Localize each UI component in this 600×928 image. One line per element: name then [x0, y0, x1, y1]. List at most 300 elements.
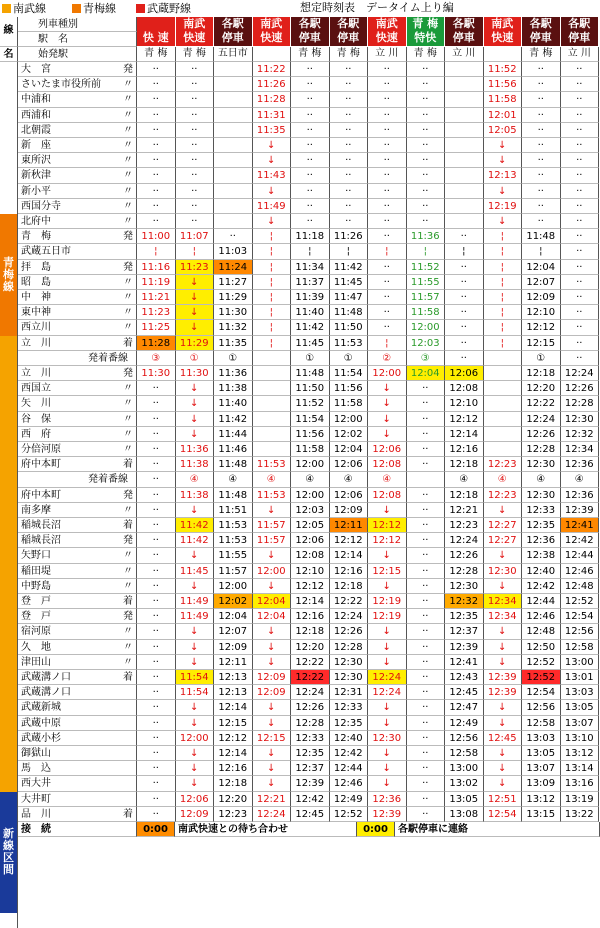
station-label: 新 座	[21, 140, 51, 151]
train-type-header	[214, 17, 253, 47]
legend-label: 南武線	[13, 2, 46, 15]
section-char: 線	[3, 839, 14, 853]
station-name	[18, 214, 137, 229]
time-cell: 11:48	[214, 488, 253, 503]
station-label: 府中本町	[21, 459, 61, 471]
time-cell: 12:09	[253, 685, 292, 700]
time-cell: 13:08	[445, 807, 484, 822]
time-cell: 11:58	[484, 92, 523, 107]
time-cell: ··	[522, 77, 561, 92]
time-cell	[445, 214, 484, 229]
time-cell: ¦	[253, 260, 292, 275]
time-cell: 13:16	[561, 776, 600, 791]
train-type-line2: 快速	[375, 31, 398, 44]
time-cell: ··	[330, 184, 369, 199]
time-cell	[214, 108, 253, 123]
time-cell: 11:23	[137, 305, 176, 320]
time-cell: ··	[137, 503, 176, 518]
station-name	[18, 731, 137, 746]
footer-label: 接 続	[18, 822, 137, 837]
time-cell: ··	[368, 153, 407, 168]
time-cell: 11:38	[214, 381, 253, 396]
time-cell: 12:42	[522, 579, 561, 594]
time-cell: 11:24	[214, 260, 253, 275]
time-cell: 11:34	[291, 260, 330, 275]
time-cell: 12:26	[330, 624, 369, 639]
time-cell: 13:03	[561, 685, 600, 700]
station-name	[18, 260, 137, 275]
time-cell: 12:52	[330, 807, 369, 822]
time-cell: ··	[522, 62, 561, 77]
arrival-departure-mark: 〃	[123, 322, 133, 334]
time-cell	[214, 199, 253, 214]
time-cell: 12:06	[368, 442, 407, 457]
time-cell: 12:14	[214, 700, 253, 715]
time-cell: ¦	[176, 244, 215, 259]
time-cell: 11:56	[484, 77, 523, 92]
time-cell	[214, 184, 253, 199]
time-cell: ··	[137, 746, 176, 761]
time-cell: 12:54	[561, 609, 600, 624]
time-cell: 12:34	[484, 609, 523, 624]
time-cell: ··	[137, 442, 176, 457]
header-row-type: 列車種別	[18, 17, 137, 32]
time-cell: ··	[407, 168, 446, 183]
time-cell: 13:00	[445, 761, 484, 776]
time-cell: 12:07	[522, 275, 561, 290]
time-cell: ↓	[484, 579, 523, 594]
time-cell: ··	[407, 640, 446, 655]
station-label: 新小平	[21, 185, 51, 197]
time-cell: 13:12	[522, 792, 561, 807]
time-cell: 12:35	[291, 746, 330, 761]
time-cell: ④	[445, 472, 484, 487]
time-cell: ④	[368, 472, 407, 487]
time-cell: ··	[137, 716, 176, 731]
station-name	[18, 700, 137, 715]
time-cell: ··	[176, 108, 215, 123]
time-cell: 12:20	[522, 381, 561, 396]
station-label: 発着番線	[88, 352, 128, 364]
time-cell: ··	[137, 761, 176, 776]
section-bar	[0, 62, 18, 214]
time-cell: ↓	[176, 290, 215, 305]
train-type-line2: 快速	[491, 31, 514, 44]
time-cell: 12:15	[368, 564, 407, 579]
time-cell: 12:05	[484, 123, 523, 138]
time-cell: 12:44	[522, 594, 561, 609]
footer-legend1-time: 0:00	[137, 822, 175, 837]
train-type-header	[253, 17, 292, 47]
arrival-departure-mark: 発	[123, 489, 133, 501]
time-cell	[484, 442, 523, 457]
station-name	[18, 533, 137, 548]
station-name	[18, 503, 137, 518]
time-cell: 11:00	[137, 229, 176, 244]
time-cell: 12:39	[561, 503, 600, 518]
station-name	[18, 320, 137, 335]
time-cell: 12:24	[368, 685, 407, 700]
station-name	[18, 518, 137, 533]
station-name	[18, 275, 137, 290]
station-label: 稲城長沼	[21, 535, 61, 547]
time-cell: ··	[407, 457, 446, 472]
train-type-header	[330, 17, 369, 47]
time-cell: 11:52	[291, 396, 330, 411]
time-cell: ··	[407, 138, 446, 153]
time-cell	[445, 92, 484, 107]
time-cell: 12:15	[522, 336, 561, 351]
time-cell: ↓	[176, 396, 215, 411]
train-type-line2: 停車	[221, 31, 244, 44]
time-cell: ··	[137, 579, 176, 594]
time-cell: 11:38	[176, 457, 215, 472]
time-cell: 12:00	[368, 366, 407, 381]
time-cell: ④	[484, 472, 523, 487]
time-cell: ··	[330, 138, 369, 153]
station-label: 南多摩	[21, 504, 51, 516]
station-label: 北朝霞	[21, 124, 51, 136]
station-label: 分倍河原	[21, 444, 61, 455]
time-cell: 12:28	[522, 442, 561, 457]
time-cell: ··	[407, 609, 446, 624]
ome-swatch-icon	[72, 4, 81, 13]
station-label: 北府中	[21, 216, 51, 227]
station-label: 谷 保	[21, 413, 51, 425]
time-cell: ¦	[253, 305, 292, 320]
time-cell: ··	[291, 153, 330, 168]
time-cell: 11:55	[407, 275, 446, 290]
time-cell: 11:48	[291, 366, 330, 381]
station-label: 大井町	[21, 793, 51, 805]
station-name	[18, 655, 137, 670]
time-cell: ··	[291, 108, 330, 123]
section-char: 間	[3, 863, 14, 877]
time-cell: ··	[137, 700, 176, 715]
train-type-header	[291, 17, 330, 47]
time-cell: 12:33	[291, 731, 330, 746]
time-cell: 11:35	[253, 123, 292, 138]
time-cell: 11:27	[214, 275, 253, 290]
time-cell: 12:51	[484, 792, 523, 807]
time-cell: 11:30	[137, 366, 176, 381]
time-cell: ↓	[484, 153, 523, 168]
time-cell: ↓	[176, 655, 215, 670]
time-cell: 12:10	[445, 396, 484, 411]
time-cell: ··	[407, 533, 446, 548]
time-cell: ··	[407, 396, 446, 411]
time-cell: 11:42	[176, 518, 215, 533]
time-cell: 12:12	[368, 518, 407, 533]
time-cell	[214, 92, 253, 107]
station-label: 立 川	[21, 368, 51, 379]
time-cell: 11:43	[253, 168, 292, 183]
time-cell: 12:02	[214, 594, 253, 609]
time-cell: ··	[368, 290, 407, 305]
train-type-header	[522, 17, 561, 47]
time-cell: ··	[137, 123, 176, 138]
time-cell: 11:56	[291, 427, 330, 442]
time-cell: 12:45	[445, 685, 484, 700]
time-cell: 12:56	[522, 700, 561, 715]
station-name	[18, 92, 137, 107]
time-cell: 12:13	[214, 670, 253, 685]
time-cell: ↓	[176, 275, 215, 290]
time-cell: ··	[561, 351, 600, 366]
time-cell: 12:52	[561, 594, 600, 609]
time-cell: ··	[137, 92, 176, 107]
origin-station-cell: 立 川	[445, 47, 484, 62]
station-name	[18, 564, 137, 579]
train-type-header	[445, 17, 484, 47]
time-cell: 12:32	[445, 594, 484, 609]
time-cell: ↓	[368, 746, 407, 761]
time-cell: ··	[407, 77, 446, 92]
time-cell: 12:35	[330, 716, 369, 731]
station-label: 武蔵五日市	[21, 246, 71, 258]
time-cell: 12:10	[291, 564, 330, 579]
station-name	[18, 62, 137, 77]
time-cell: ··	[407, 123, 446, 138]
time-cell: 11:53	[214, 533, 253, 548]
station-label: 西立川	[21, 322, 51, 334]
time-cell: ↓	[176, 700, 215, 715]
time-cell: 12:30	[522, 457, 561, 472]
time-cell: 13:14	[561, 761, 600, 776]
time-cell: ··	[407, 746, 446, 761]
time-cell: ··	[137, 548, 176, 563]
time-cell: 11:28	[137, 336, 176, 351]
time-cell: ↓	[253, 138, 292, 153]
time-cell: ··	[561, 336, 600, 351]
time-cell: 12:18	[291, 624, 330, 639]
time-cell: ¦	[330, 244, 369, 259]
time-cell: ··	[407, 153, 446, 168]
time-cell: 11:31	[253, 108, 292, 123]
time-cell: 11:53	[253, 457, 292, 472]
time-cell: ④	[291, 472, 330, 487]
arrival-departure-mark: 〃	[123, 626, 133, 638]
time-cell: 12:44	[330, 761, 369, 776]
time-cell: 12:26	[522, 427, 561, 442]
time-cell: ¦	[484, 305, 523, 320]
time-cell: ··	[137, 138, 176, 153]
header-row-station: 駅 名	[18, 32, 137, 47]
time-cell	[445, 123, 484, 138]
time-cell: ··	[137, 640, 176, 655]
time-cell: ¦	[253, 229, 292, 244]
time-cell: 12:30	[368, 731, 407, 746]
platform-label	[18, 351, 137, 366]
time-cell: ··	[407, 214, 446, 229]
time-cell: 11:45	[291, 336, 330, 351]
time-cell: ↓	[176, 746, 215, 761]
station-name	[18, 366, 137, 381]
time-cell: ↓	[253, 548, 292, 563]
time-cell: ①	[291, 351, 330, 366]
time-cell	[445, 108, 484, 123]
time-cell: 11:57	[214, 564, 253, 579]
station-name	[18, 396, 137, 411]
arrival-departure-mark: 〃	[123, 124, 133, 136]
station-name	[18, 746, 137, 761]
time-cell: ··	[137, 807, 176, 822]
time-cell: ↓	[484, 761, 523, 776]
time-cell: 12:27	[484, 533, 523, 548]
footer-legend1-text: 南武快速との待ち合わせ	[175, 822, 357, 837]
time-cell: 12:12	[445, 412, 484, 427]
time-cell: ··	[561, 199, 600, 214]
station-label: 府中本町	[21, 489, 61, 501]
time-cell: 12:00	[253, 564, 292, 579]
time-cell: ··	[407, 412, 446, 427]
time-cell: 12:44	[561, 548, 600, 563]
time-cell: 12:46	[561, 564, 600, 579]
station-label: 西大井	[21, 778, 51, 790]
time-cell: 13:22	[561, 807, 600, 822]
time-cell: 12:00	[291, 488, 330, 503]
time-cell: 12:28	[291, 716, 330, 731]
station-name	[18, 108, 137, 123]
time-cell: 13:05	[445, 792, 484, 807]
time-cell: ··	[445, 320, 484, 335]
time-cell: ··	[137, 184, 176, 199]
station-label: 品 川	[21, 808, 51, 820]
time-cell: 12:23	[484, 457, 523, 472]
time-cell: ↓	[484, 746, 523, 761]
time-cell: ··	[445, 260, 484, 275]
time-cell: ··	[368, 260, 407, 275]
time-cell: ··	[137, 670, 176, 685]
legend-label: 青梅線	[83, 2, 116, 15]
time-cell: ··	[407, 184, 446, 199]
time-cell: 12:30	[561, 412, 600, 427]
time-cell: 13:01	[561, 670, 600, 685]
time-cell: ↓	[176, 503, 215, 518]
time-cell: 12:08	[368, 488, 407, 503]
time-cell	[484, 396, 523, 411]
time-cell: 12:12	[368, 533, 407, 548]
station-name	[18, 290, 137, 305]
time-cell: ··	[561, 260, 600, 275]
time-cell: 11:54	[176, 670, 215, 685]
station-label: 東中神	[21, 307, 51, 319]
time-cell: 12:00	[407, 320, 446, 335]
time-cell: ··	[561, 244, 600, 259]
time-cell	[445, 199, 484, 214]
station-name	[18, 640, 137, 655]
arrival-departure-mark: 〃	[123, 170, 133, 182]
time-cell: ··	[137, 624, 176, 639]
time-cell: ¦	[484, 290, 523, 305]
train-type-line2: 特快	[414, 31, 437, 44]
time-cell: ··	[561, 168, 600, 183]
time-cell: 12:24	[368, 670, 407, 685]
time-cell: 12:54	[522, 685, 561, 700]
time-cell: ··	[368, 123, 407, 138]
time-cell: ··	[137, 776, 176, 791]
time-cell	[214, 168, 253, 183]
time-cell	[484, 427, 523, 442]
time-cell: 12:09	[253, 670, 292, 685]
arrival-departure-mark: 〃	[123, 185, 133, 197]
time-cell: ↓	[253, 579, 292, 594]
time-cell: ↓	[484, 548, 523, 563]
time-cell: ↓	[253, 761, 292, 776]
time-cell: 12:28	[330, 640, 369, 655]
time-cell: 12:21	[253, 792, 292, 807]
station-name	[18, 685, 137, 700]
arrival-departure-mark: 発	[123, 261, 133, 273]
time-cell: ··	[176, 153, 215, 168]
time-cell: 11:56	[330, 381, 369, 396]
time-cell: 12:05	[291, 518, 330, 533]
time-cell: ··	[407, 488, 446, 503]
time-cell: 11:47	[330, 290, 369, 305]
time-cell: 12:30	[522, 488, 561, 503]
time-cell: ··	[137, 518, 176, 533]
time-cell: ¦	[368, 244, 407, 259]
time-cell: 12:45	[291, 807, 330, 822]
time-cell: ④	[330, 472, 369, 487]
time-cell: ↓	[253, 503, 292, 518]
time-cell: 12:35	[445, 609, 484, 624]
time-cell: ··	[368, 214, 407, 229]
legend-item-ome	[72, 2, 116, 15]
time-cell: ··	[561, 305, 600, 320]
time-cell	[253, 412, 292, 427]
time-cell: ¦	[484, 229, 523, 244]
time-cell: ¦	[368, 336, 407, 351]
time-cell: ··	[561, 153, 600, 168]
time-cell: 11:40	[214, 396, 253, 411]
section-bar	[0, 792, 18, 914]
time-cell: ··	[445, 229, 484, 244]
time-cell: ··	[522, 153, 561, 168]
time-cell: 11:58	[407, 305, 446, 320]
train-type-line2: 停車	[298, 31, 321, 44]
time-cell: 13:07	[561, 716, 600, 731]
arrival-departure-mark: 着	[123, 459, 133, 471]
time-cell: ↓	[484, 184, 523, 199]
time-cell: ¦	[445, 244, 484, 259]
time-cell: 12:32	[561, 427, 600, 442]
train-type-header	[176, 17, 215, 47]
time-cell: ↓	[484, 776, 523, 791]
station-name	[18, 792, 137, 807]
time-cell: ↓	[368, 579, 407, 594]
time-cell: ··	[137, 564, 176, 579]
time-cell: 12:33	[522, 503, 561, 518]
time-cell: ↓	[484, 138, 523, 153]
time-cell: ··	[330, 153, 369, 168]
station-name	[18, 548, 137, 563]
time-cell: ↓	[484, 624, 523, 639]
arrival-departure-mark: 着	[123, 520, 133, 531]
time-cell: 12:01	[484, 108, 523, 123]
time-cell: ··	[137, 214, 176, 229]
time-cell: 12:18	[330, 579, 369, 594]
time-cell: ↓	[484, 214, 523, 229]
time-cell	[445, 62, 484, 77]
origin-station-cell: 青 梅	[330, 47, 369, 62]
train-type-line1: 南武	[260, 17, 283, 30]
time-cell: 12:00	[291, 457, 330, 472]
time-cell	[214, 214, 253, 229]
time-cell: 13:09	[522, 776, 561, 791]
station-label: 久 地	[21, 641, 51, 653]
time-cell	[407, 472, 446, 487]
